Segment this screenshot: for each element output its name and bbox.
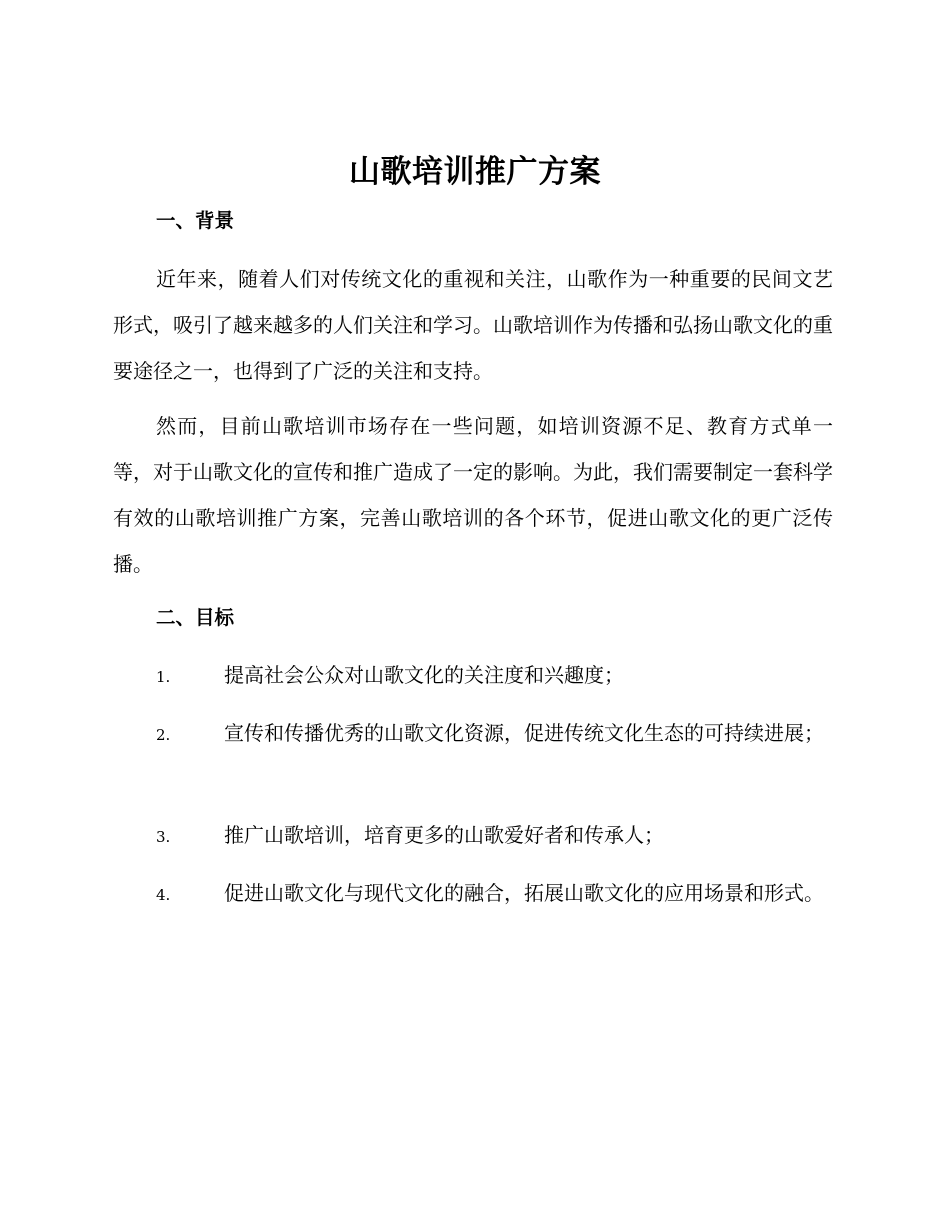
goal-item-number: 2.	[156, 726, 171, 744]
goal-item-text: 提高社会公众对山歌文化的关注度和兴趣度；	[224, 663, 624, 687]
goal-item-number: 1.	[156, 668, 171, 686]
goal-item-number: 4.	[156, 886, 171, 904]
goal-list-item	[113, 812, 833, 860]
goal-list-item	[113, 710, 833, 758]
background-paragraph-1: 近年来，随着人们对传统文化的重视和关注，山歌作为一种重要的民间文艺形式，吸引了越来越多的人们关注和学习。山歌培训作为传播和弘扬山歌文化的重要途径之一，也得到了广泛的关注和支持。	[113, 267, 833, 383]
goal-list-item	[113, 652, 833, 700]
document-title: 山歌培训推广方案	[349, 154, 601, 190]
goal-item-text: 促进山歌文化与现代文化的融合，拓展山歌文化的应用场景和形式。	[224, 881, 824, 905]
background-paragraph-2: 然而，目前山歌培训市场存在一些问题，如培训资源不足、教育方式单一等，对于山歌文化的宣传和推广造成了一定的影响。为此，我们需要制定一套科学有效的山歌培训推广方案，完善山歌培训的各个环节，促进山歌文化的更广泛传播。	[113, 414, 833, 576]
goal-item-text: 推广山歌培训，培育更多的山歌爱好者和传承人；	[224, 823, 664, 847]
goal-item-number: 3.	[156, 828, 171, 846]
section-heading-background: 一、背景	[156, 209, 235, 232]
section-heading-goals: 二、目标	[156, 606, 235, 629]
goal-item-text: 宣传和传播优秀的山歌文化资源，促进传统文化生态的可持续进展；	[224, 721, 824, 745]
goal-list-item	[113, 870, 833, 918]
